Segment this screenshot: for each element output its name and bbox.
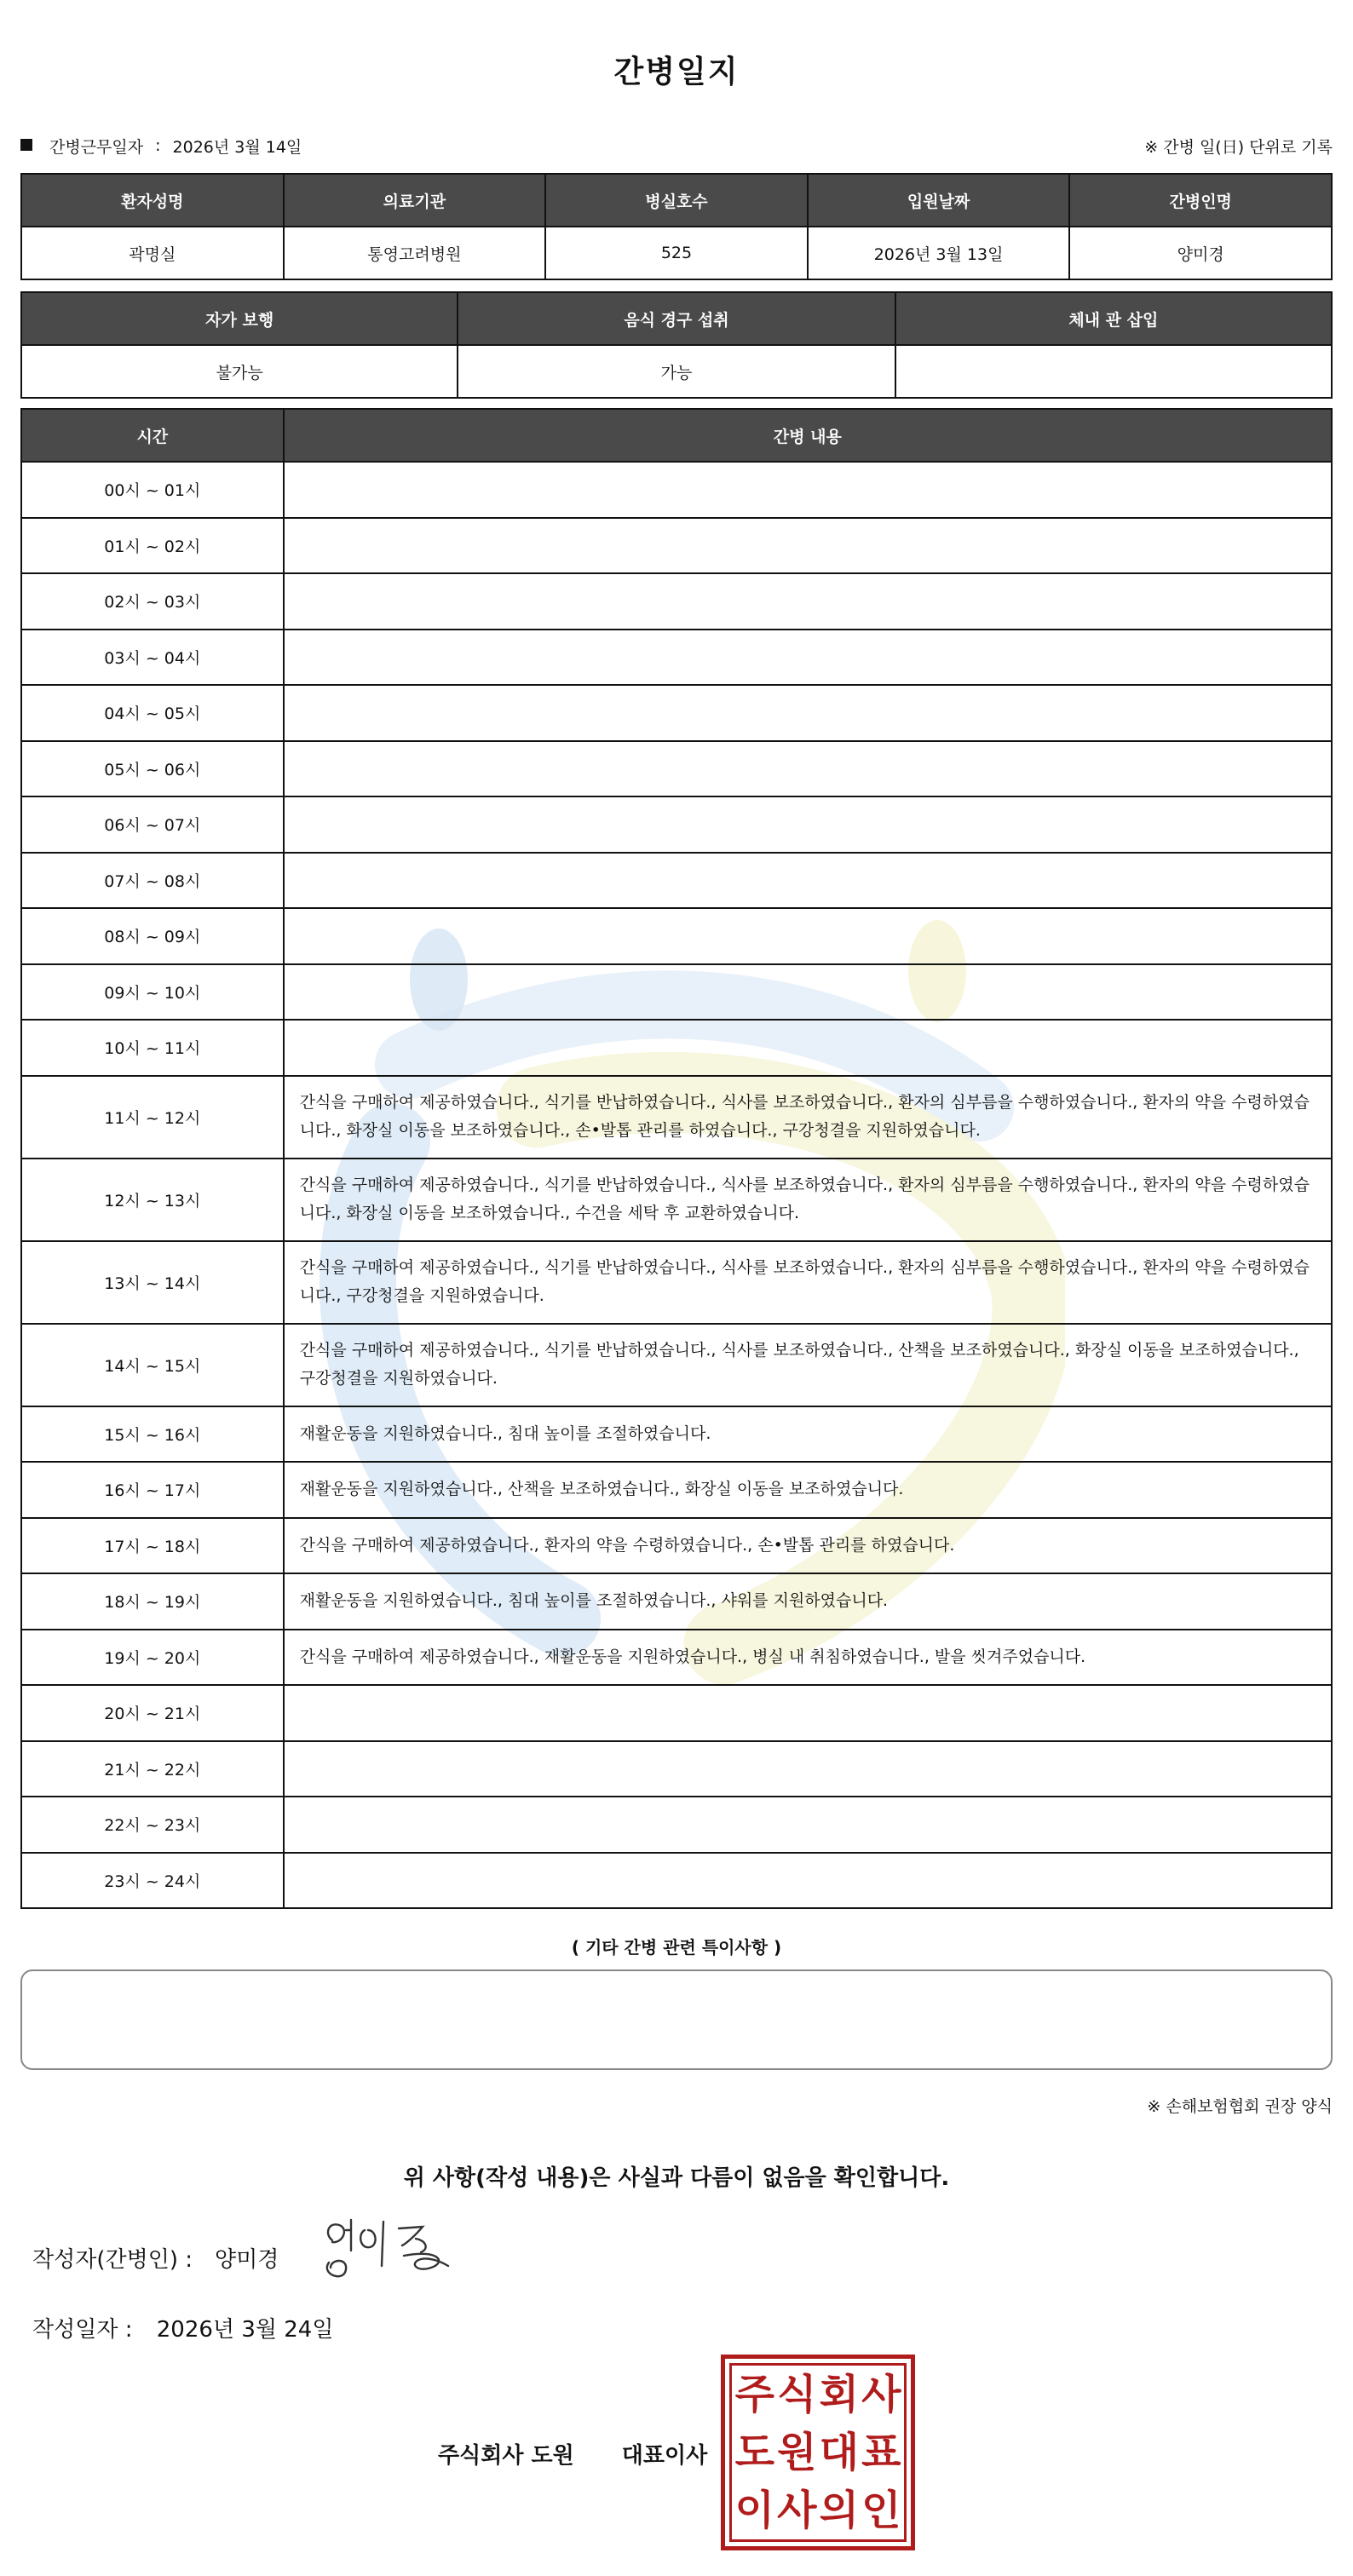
caregiver-name-value: 양미경 bbox=[1069, 227, 1332, 279]
patient-info-value-row bbox=[21, 227, 1332, 279]
care-log-row bbox=[21, 1241, 1332, 1324]
care-log-content bbox=[284, 853, 1332, 909]
care-log-row bbox=[21, 741, 1332, 797]
writer-label: 작성자(간병인) : bbox=[32, 2247, 193, 2273]
care-log-content bbox=[284, 1741, 1332, 1797]
special-notes-box bbox=[20, 1969, 1333, 2070]
care-log-row bbox=[21, 1324, 1332, 1406]
care-log-row bbox=[21, 1159, 1332, 1241]
oral-intake-value: 가능 bbox=[458, 345, 895, 398]
seal-char: 도 bbox=[734, 2429, 774, 2476]
care-log-row bbox=[21, 573, 1332, 630]
care-log-content: 간식을 구매하여 제공하였습니다., 식기를 반납하였습니다., 식사를 보조하였습니다., 환자의 심부름을 수행하였습니다., 환자의 약을 수령하였습니다., 화장실 이동을 보조하였습니다., 손•발톱 관리를 하였습니다., 구강청결을 지원하였습니다. bbox=[284, 1076, 1332, 1159]
care-log-time: 00시 ~ 01시 bbox=[21, 462, 284, 518]
care-log-row bbox=[21, 853, 1332, 909]
care-log-time: 23시 ~ 24시 bbox=[21, 1853, 284, 1909]
care-log-content bbox=[284, 462, 1332, 518]
seal-char: 사 bbox=[777, 2487, 817, 2534]
company-signature-line bbox=[438, 2438, 707, 2470]
care-log-body bbox=[21, 462, 1332, 1908]
care-log-time: 17시 ~ 18시 bbox=[21, 1518, 284, 1574]
seal-char: 주 bbox=[734, 2371, 774, 2418]
writer-name: 양미경 bbox=[215, 2247, 279, 2273]
care-log-row bbox=[21, 1020, 1332, 1076]
care-log-time: 06시 ~ 07시 bbox=[21, 796, 284, 853]
care-log-time: 14시 ~ 15시 bbox=[21, 1324, 284, 1406]
patient-info-table bbox=[20, 173, 1333, 280]
seal-characters bbox=[734, 2366, 902, 2539]
care-log-time: 12시 ~ 13시 bbox=[21, 1159, 284, 1241]
care-log-time: 04시 ~ 05시 bbox=[21, 685, 284, 741]
care-log-row bbox=[21, 685, 1332, 741]
care-log-content: 간식을 구매하여 제공하였습니다., 재활운동을 지원하였습니다., 병실 내 취침하였습니다., 발을 씻겨주었습니다. bbox=[284, 1630, 1332, 1686]
work-date-label: 간병근무일자 bbox=[49, 137, 144, 157]
care-log-time: 02시 ~ 03시 bbox=[21, 573, 284, 630]
header-tube-insertion: 체내 관 삽입 bbox=[895, 292, 1332, 345]
header-care-content: 간병 내용 bbox=[284, 409, 1332, 462]
care-log-time: 13시 ~ 14시 bbox=[21, 1241, 284, 1324]
patient-status-value-row bbox=[21, 345, 1332, 398]
care-log-row bbox=[21, 1518, 1332, 1574]
care-log-time: 20시 ~ 21시 bbox=[21, 1685, 284, 1741]
care-log-content bbox=[284, 796, 1332, 853]
care-log-time: 08시 ~ 09시 bbox=[21, 908, 284, 964]
care-log-row bbox=[21, 1853, 1332, 1909]
care-log-content: 재활운동을 지원하였습니다., 산책을 보조하였습니다., 화장실 이동을 보조하였습니다. bbox=[284, 1462, 1332, 1518]
document-title: 간병일지 bbox=[613, 55, 740, 89]
care-log-content bbox=[284, 630, 1332, 686]
bullet-square-icon bbox=[20, 136, 37, 155]
work-date-group bbox=[20, 135, 302, 158]
written-date-value: 2026년 3월 24일 bbox=[156, 2317, 334, 2343]
care-log-content: 재활운동을 지원하였습니다., 침대 높이를 조절하였습니다. bbox=[284, 1406, 1332, 1463]
care-log-content: 간식을 구매하여 제공하였습니다., 식기를 반납하였습니다., 식사를 보조하였습니다., 환자의 심부름을 수행하였습니다., 환자의 약을 수령하였습니다., 화장실 이동을 보조하였습니다., 수건을 세탁 후 교환하였습니다. bbox=[284, 1159, 1332, 1241]
admission-date-value: 2026년 3월 13일 bbox=[808, 227, 1070, 279]
care-log-row bbox=[21, 1406, 1332, 1463]
seal-char: 회 bbox=[819, 2371, 859, 2418]
form-source-note: ※ 손해보험협회 권장 양식 bbox=[1147, 2097, 1333, 2116]
header-admission-date: 입원날짜 bbox=[808, 174, 1070, 227]
care-log-row bbox=[21, 1462, 1332, 1518]
seal-char: 식 bbox=[777, 2371, 817, 2418]
care-log-time: 07시 ~ 08시 bbox=[21, 853, 284, 909]
care-log-content bbox=[284, 573, 1332, 630]
care-log-time: 05시 ~ 06시 bbox=[21, 741, 284, 797]
seal-char: 사 bbox=[861, 2371, 901, 2418]
care-log-content: 간식을 구매하여 제공하였습니다., 식기를 반납하였습니다., 식사를 보조하였습니다., 환자의 심부름을 수행하였습니다., 환자의 약을 수령하였습니다., 구강청결을 지원하였습니다. bbox=[284, 1241, 1332, 1324]
seal-char: 원 bbox=[777, 2429, 817, 2476]
work-date-colon: : bbox=[155, 136, 161, 155]
care-log-row bbox=[21, 796, 1332, 853]
care-log-time: 09시 ~ 10시 bbox=[21, 964, 284, 1021]
seal-char: 이 bbox=[734, 2487, 774, 2534]
care-log-row bbox=[21, 518, 1332, 574]
company-seal-stamp bbox=[721, 2355, 915, 2550]
room-number-value: 525 bbox=[545, 227, 808, 279]
patient-status-header-row bbox=[21, 292, 1332, 345]
company-name: 주식회사 도원 bbox=[438, 2443, 574, 2469]
work-date-value: 2026년 3월 14일 bbox=[172, 137, 302, 157]
representative-title: 대표이사 bbox=[621, 2443, 708, 2469]
care-log-content: 간식을 구매하여 제공하였습니다., 환자의 약을 수령하였습니다., 손•발톱 관리를 하였습니다. bbox=[284, 1518, 1332, 1574]
writer-row bbox=[32, 2242, 279, 2274]
tube-insertion-value bbox=[895, 345, 1332, 398]
care-log-row bbox=[21, 1573, 1332, 1630]
header-self-walking: 자가 보행 bbox=[21, 292, 458, 345]
care-log-row bbox=[21, 462, 1332, 518]
care-log-content bbox=[284, 908, 1332, 964]
handwritten-signature bbox=[320, 2215, 457, 2291]
hospital-value: 통영고려병원 bbox=[284, 227, 546, 279]
seal-char: 표 bbox=[861, 2429, 901, 2476]
care-log-table bbox=[20, 408, 1333, 1909]
care-log-row bbox=[21, 630, 1332, 686]
header-room-number: 병실호수 bbox=[545, 174, 808, 227]
meta-row bbox=[20, 133, 1333, 158]
care-log-time: 18시 ~ 19시 bbox=[21, 1573, 284, 1630]
care-log-content bbox=[284, 1797, 1332, 1853]
confirmation-statement: 위 사항(작성 내용)은 사실과 다름이 없음을 확인합니다. bbox=[403, 2165, 950, 2191]
notes-title: ( 기타 간병 관련 특이사항 ) bbox=[571, 1937, 782, 1958]
record-unit-note: ※ 간병 일(日) 단위로 기록 bbox=[1144, 137, 1333, 157]
care-log-content bbox=[284, 1685, 1332, 1741]
care-log-time: 16시 ~ 17시 bbox=[21, 1462, 284, 1518]
seal-char: 대 bbox=[819, 2429, 859, 2476]
care-log-content: 재활운동을 지원하였습니다., 침대 높이를 조절하였습니다., 샤워를 지원하였습니다. bbox=[284, 1573, 1332, 1630]
care-log-time: 03시 ~ 04시 bbox=[21, 630, 284, 686]
header-oral-intake: 음식 경구 섭취 bbox=[458, 292, 895, 345]
care-log-time: 22시 ~ 23시 bbox=[21, 1797, 284, 1853]
patient-name-value: 곽명실 bbox=[21, 227, 284, 279]
patient-status-table bbox=[20, 291, 1333, 399]
care-log-row bbox=[21, 1685, 1332, 1741]
patient-info-header-row bbox=[21, 174, 1332, 227]
care-log-row bbox=[21, 1741, 1332, 1797]
care-log-time: 19시 ~ 20시 bbox=[21, 1630, 284, 1686]
care-log-content: 간식을 구매하여 제공하였습니다., 식기를 반납하였습니다., 식사를 보조하였습니다., 산책을 보조하였습니다., 화장실 이동을 보조하였습니다., 구강청결을 지원하였습니다. bbox=[284, 1324, 1332, 1406]
care-log-row bbox=[21, 1076, 1332, 1159]
care-log-header-row bbox=[21, 409, 1332, 462]
care-log-row bbox=[21, 908, 1332, 964]
care-log-content bbox=[284, 964, 1332, 1021]
care-log-content bbox=[284, 1020, 1332, 1076]
header-patient-name: 환자성명 bbox=[21, 174, 284, 227]
care-log-content bbox=[284, 1853, 1332, 1909]
care-log-content bbox=[284, 741, 1332, 797]
header-caregiver-name: 간병인명 bbox=[1069, 174, 1332, 227]
care-log-content bbox=[284, 518, 1332, 574]
care-log-time: 11시 ~ 12시 bbox=[21, 1076, 284, 1159]
written-date-row bbox=[32, 2312, 333, 2343]
seal-char: 인 bbox=[861, 2487, 901, 2534]
care-log-row bbox=[21, 1797, 1332, 1853]
care-log-content bbox=[284, 685, 1332, 741]
care-log-time: 21시 ~ 22시 bbox=[21, 1741, 284, 1797]
header-time: 시간 bbox=[21, 409, 284, 462]
seal-char: 의 bbox=[819, 2487, 859, 2534]
written-date-label: 작성일자 : bbox=[32, 2317, 133, 2343]
care-log-row bbox=[21, 964, 1332, 1021]
care-log-time: 10시 ~ 11시 bbox=[21, 1020, 284, 1076]
care-log-time: 01시 ~ 02시 bbox=[21, 518, 284, 574]
care-log-row bbox=[21, 1630, 1332, 1686]
care-log-time: 15시 ~ 16시 bbox=[21, 1406, 284, 1463]
self-walking-value: 불가능 bbox=[21, 345, 458, 398]
header-hospital: 의료기관 bbox=[284, 174, 546, 227]
